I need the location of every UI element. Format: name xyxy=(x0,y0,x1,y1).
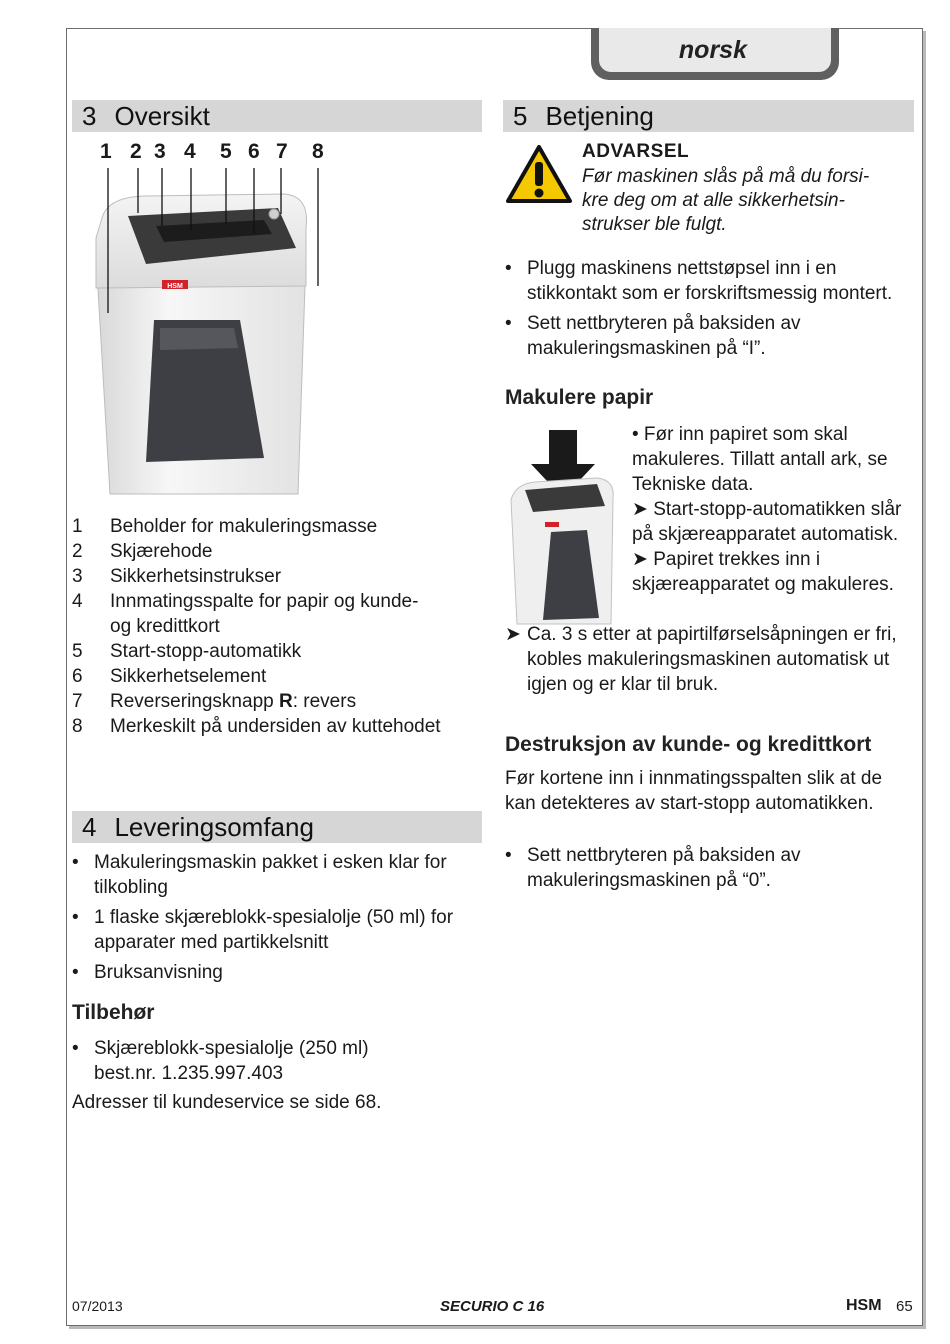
card-heading: Destruksjon av kunde- og kredittkort xyxy=(505,733,872,756)
callout-numbers xyxy=(100,140,340,168)
callout-4: 4 xyxy=(184,140,196,163)
svg-text:HSM: HSM xyxy=(167,283,183,290)
operation-list xyxy=(505,256,913,366)
shred-steps xyxy=(632,422,922,597)
list-item: 8 Merkeskilt på undersiden av kuttehodet xyxy=(72,716,441,737)
list-item: 2 Skjærehode xyxy=(72,541,213,562)
section-3-number: 3 xyxy=(82,100,97,131)
list-item: • Plugg maskinens nettstøpsel inn i en stikkontakt som er forskriftsmessig montert. xyxy=(505,258,893,304)
delivery-list xyxy=(72,850,472,990)
list-item: • 1 flaske skjæreblokk-spesialolje (50 ml) for apparater med partikkelsnitt xyxy=(72,907,454,953)
footer-brand-logo: HSM xyxy=(846,1297,882,1314)
list-item: • Bruksanvisning xyxy=(72,962,223,983)
footer-page-number: 65 xyxy=(896,1298,913,1315)
warning-text: Før maskinen slås på må du forsi- kre deg om at alle sikkerhetsin- strukser ble fulgt. xyxy=(582,166,870,235)
list-item: • Makuleringsmaskin pakket i esken klar for tilkobling xyxy=(72,852,447,898)
list-item: 1 Beholder for makuleringsmasse xyxy=(72,516,378,537)
list-item: • Sett nettbryteren på baksiden av makuleringsmaskinen på “0”. xyxy=(505,845,801,891)
callout-3: 3 xyxy=(154,140,166,163)
shredder-feed-illustration xyxy=(505,428,625,628)
list-item: 4 Innmatingsspalte for papir og kunde- og kredittkort xyxy=(72,591,419,637)
section-5-number: 5 xyxy=(513,100,528,131)
list-item: 7 Reverseringsknapp R: revers xyxy=(72,691,357,712)
shred-step-1: • Før inn papiret som skal makuleres. Tillatt antall ark, se Tekniske data. xyxy=(632,424,888,495)
section-5-title: Betjening xyxy=(545,100,654,131)
warning-title: ADVARSEL xyxy=(582,141,690,162)
service-note: Adresser til kundeservice se side 68. xyxy=(72,1092,382,1113)
section-4-header xyxy=(72,811,482,843)
card-text: Før kortene inn i innmatingsspalten slik at de kan detekteres av start-stopp automatikken. xyxy=(505,768,883,814)
callout-5: 5 xyxy=(220,140,232,163)
list-item: • Skjæreblokk-spesialolje (250 ml) best.nr. 1.235.997.403 xyxy=(72,1038,369,1084)
section-3-title: Oversikt xyxy=(114,100,210,131)
card-list xyxy=(505,843,913,898)
section-4-title: Leveringsomfang xyxy=(114,811,314,842)
accessories-list xyxy=(72,1036,432,1091)
callout-1: 1 xyxy=(100,140,112,163)
shredder-illustration xyxy=(88,168,338,500)
list-item: 5 Start-stopp-automatikk xyxy=(72,641,302,662)
warning-triangle-icon xyxy=(505,144,573,204)
callout-7: 7 xyxy=(276,140,288,163)
section-4-number: 4 xyxy=(82,811,97,842)
language-label: norsk xyxy=(678,35,747,64)
step-marker: ➤ xyxy=(505,624,521,645)
overview-list xyxy=(72,514,482,739)
callout-6: 6 xyxy=(248,140,260,163)
callout-8: 8 xyxy=(312,140,324,163)
list-item: 6 Sikkerhetselement xyxy=(72,666,267,687)
section-3-header xyxy=(72,100,482,132)
shred-step-3: ➤ Papiret trekkes inn i skjæreapparatet og makuleres. xyxy=(632,549,894,595)
shred-heading: Makulere papir xyxy=(505,386,654,409)
footer-date: 07/2013 xyxy=(72,1298,123,1314)
list-item: • Sett nettbryteren på baksiden av makuleringsmaskinen på “I”. xyxy=(505,313,801,359)
list-item: 3 Sikkerhetsinstrukser xyxy=(72,566,282,587)
accessories-heading: Tilbehør xyxy=(72,1001,155,1024)
callout-2: 2 xyxy=(130,140,142,163)
section-5-header xyxy=(503,100,914,132)
shred-step-2: ➤ Start-stopp-automatikken slår på skjæreapparatet automatisk. xyxy=(632,499,902,545)
footer-model: SECURIO C 16 xyxy=(440,1298,545,1315)
shred-final: ➤ Ca. 3 s etter at papirtilførselsåpningen er fri, kobles makuleringsmaskinen automatisk ut igjen og er klar til bruk. xyxy=(505,624,897,695)
